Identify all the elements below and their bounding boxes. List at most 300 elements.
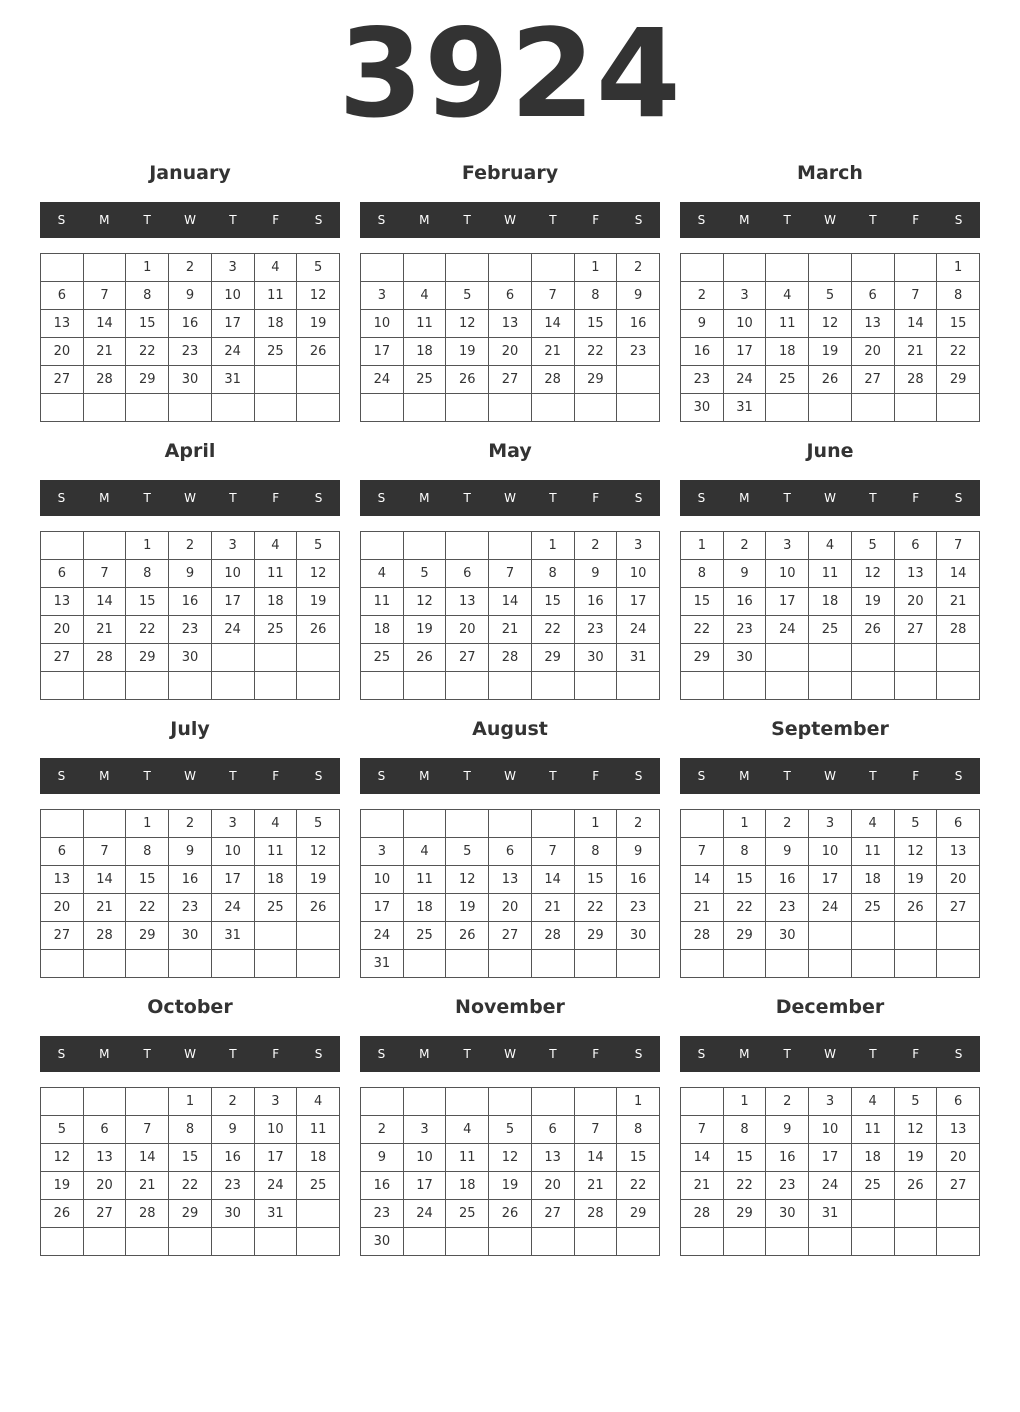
day-cell: 1	[723, 810, 766, 838]
day-cell: 13	[937, 1116, 980, 1144]
day-cell	[83, 810, 126, 838]
day-cell: 16	[574, 588, 617, 616]
day-cell: 6	[446, 560, 489, 588]
day-cell: 14	[83, 310, 126, 338]
week-row	[361, 588, 660, 616]
day-cell	[937, 394, 980, 422]
day-cell: 23	[169, 616, 212, 644]
day-cell: 8	[574, 838, 617, 866]
day-cell: 24	[254, 1172, 297, 1200]
day-cell: 22	[531, 616, 574, 644]
day-cell	[446, 672, 489, 700]
weekday-label: S	[377, 1047, 386, 1061]
month-name: September	[771, 718, 889, 740]
day-cell: 3	[211, 254, 254, 282]
day-cell: 11	[254, 282, 297, 310]
day-cell	[297, 1200, 340, 1228]
day-cell: 18	[361, 616, 404, 644]
day-cell	[297, 672, 340, 700]
day-cell: 25	[403, 366, 446, 394]
day-cell: 8	[126, 560, 169, 588]
week-row	[681, 810, 980, 838]
day-cell: 5	[489, 1116, 532, 1144]
week-row	[681, 310, 980, 338]
day-cell: 22	[126, 338, 169, 366]
day-cell: 24	[809, 1172, 852, 1200]
weekday-label: T	[143, 491, 151, 505]
day-cell: 23	[211, 1172, 254, 1200]
week-row	[361, 672, 660, 700]
day-cell: 21	[681, 894, 724, 922]
weekday-label: S	[697, 769, 706, 783]
day-cell: 18	[254, 588, 297, 616]
day-cell: 7	[681, 1116, 724, 1144]
day-cell: 23	[169, 338, 212, 366]
week-row	[681, 616, 980, 644]
day-cell: 9	[574, 560, 617, 588]
day-cell	[489, 394, 532, 422]
day-cell: 27	[489, 922, 532, 950]
day-cell: 30	[723, 644, 766, 672]
day-cell	[403, 810, 446, 838]
day-cell: 27	[41, 366, 84, 394]
day-cell: 29	[126, 366, 169, 394]
day-cell: 10	[766, 560, 809, 588]
day-cell: 13	[41, 310, 84, 338]
weekday-label: S	[314, 769, 323, 783]
day-cell: 9	[169, 282, 212, 310]
day-cell: 6	[937, 1088, 980, 1116]
day-cell: 9	[169, 838, 212, 866]
day-cell: 14	[489, 588, 532, 616]
day-cell	[851, 644, 894, 672]
month-name: July	[170, 718, 210, 740]
day-cell	[126, 950, 169, 978]
day-cell	[211, 672, 254, 700]
day-cell: 17	[766, 588, 809, 616]
day-cell: 17	[211, 310, 254, 338]
day-cell: 1	[681, 532, 724, 560]
day-cell: 26	[489, 1200, 532, 1228]
day-cell: 16	[211, 1144, 254, 1172]
day-cell: 30	[681, 394, 724, 422]
day-cell: 20	[41, 894, 84, 922]
week-row	[681, 1116, 980, 1144]
day-cell: 29	[169, 1200, 212, 1228]
day-cell: 18	[766, 338, 809, 366]
day-cell: 25	[766, 366, 809, 394]
day-cell	[446, 254, 489, 282]
day-cell	[766, 644, 809, 672]
day-cell	[809, 394, 852, 422]
day-cell: 13	[937, 838, 980, 866]
day-cell: 13	[531, 1144, 574, 1172]
week-row	[361, 644, 660, 672]
day-cell	[83, 532, 126, 560]
day-cell: 1	[723, 1088, 766, 1116]
weekday-header	[360, 758, 660, 794]
weekday-label: S	[314, 1047, 323, 1061]
day-cell: 15	[937, 310, 980, 338]
day-cell: 31	[211, 366, 254, 394]
day-cell	[894, 254, 937, 282]
week-row	[681, 1228, 980, 1256]
day-cell: 29	[574, 366, 617, 394]
weekday-label: F	[912, 769, 920, 783]
day-cell: 13	[894, 560, 937, 588]
day-cell: 9	[681, 310, 724, 338]
day-cell: 23	[617, 894, 660, 922]
weekday-label: S	[697, 213, 706, 227]
day-grid	[360, 809, 660, 978]
day-cell	[254, 950, 297, 978]
day-cell: 15	[531, 588, 574, 616]
day-cell: 16	[169, 866, 212, 894]
weekday-label: T	[549, 1047, 557, 1061]
day-cell: 12	[489, 1144, 532, 1172]
day-cell: 23	[617, 338, 660, 366]
weekday-header	[680, 202, 980, 238]
day-cell	[937, 950, 980, 978]
day-cell: 3	[211, 532, 254, 560]
day-cell	[937, 1200, 980, 1228]
weekday-label: T	[463, 769, 471, 783]
day-cell: 2	[169, 532, 212, 560]
weekday-label: T	[143, 213, 151, 227]
day-cell: 4	[297, 1088, 340, 1116]
day-cell: 30	[574, 644, 617, 672]
day-cell: 24	[809, 894, 852, 922]
day-cell	[937, 644, 980, 672]
week-row	[41, 532, 340, 560]
weekday-label: M	[739, 1047, 750, 1061]
day-cell: 22	[126, 616, 169, 644]
day-cell: 7	[574, 1116, 617, 1144]
week-row	[681, 1088, 980, 1116]
day-cell: 12	[403, 588, 446, 616]
day-cell: 20	[489, 894, 532, 922]
day-cell: 21	[681, 1172, 724, 1200]
week-row	[41, 894, 340, 922]
day-cell: 18	[254, 866, 297, 894]
day-cell: 9	[766, 838, 809, 866]
day-cell: 25	[851, 894, 894, 922]
day-cell: 28	[531, 366, 574, 394]
day-cell: 20	[446, 616, 489, 644]
weekday-label: F	[272, 769, 280, 783]
day-cell: 26	[894, 894, 937, 922]
day-cell	[531, 1228, 574, 1256]
day-cell	[617, 366, 660, 394]
day-cell: 16	[169, 588, 212, 616]
day-cell: 3	[254, 1088, 297, 1116]
day-cell: 27	[851, 366, 894, 394]
day-cell	[83, 672, 126, 700]
weekday-label: M	[419, 1047, 430, 1061]
day-cell	[809, 1228, 852, 1256]
day-cell: 4	[254, 254, 297, 282]
day-cell: 8	[723, 1116, 766, 1144]
day-cell: 7	[83, 838, 126, 866]
day-cell: 12	[41, 1144, 84, 1172]
day-cell: 26	[851, 616, 894, 644]
day-cell: 28	[681, 922, 724, 950]
day-cell	[446, 1228, 489, 1256]
day-cell: 25	[254, 616, 297, 644]
day-cell	[766, 950, 809, 978]
day-cell: 26	[297, 894, 340, 922]
weekday-label: T	[869, 1047, 877, 1061]
day-cell	[851, 1200, 894, 1228]
weekday-label: F	[592, 213, 600, 227]
day-cell	[169, 672, 212, 700]
day-cell: 19	[297, 866, 340, 894]
day-cell	[361, 254, 404, 282]
day-cell: 19	[403, 616, 446, 644]
week-row	[41, 1172, 340, 1200]
day-cell: 28	[126, 1200, 169, 1228]
day-cell: 18	[851, 1144, 894, 1172]
day-cell: 4	[851, 810, 894, 838]
day-cell: 20	[937, 1144, 980, 1172]
week-row	[361, 560, 660, 588]
day-cell	[254, 394, 297, 422]
day-cell	[403, 1228, 446, 1256]
day-cell: 12	[809, 310, 852, 338]
day-cell	[766, 1228, 809, 1256]
day-cell: 13	[41, 866, 84, 894]
day-cell	[297, 394, 340, 422]
day-grid	[360, 1087, 660, 1256]
day-cell	[489, 950, 532, 978]
day-cell: 29	[617, 1200, 660, 1228]
day-cell: 9	[617, 282, 660, 310]
day-cell: 29	[723, 1200, 766, 1228]
weekday-label: T	[463, 491, 471, 505]
day-grid	[360, 531, 660, 700]
day-cell: 6	[83, 1116, 126, 1144]
day-cell: 10	[361, 310, 404, 338]
day-cell	[403, 672, 446, 700]
day-cell: 22	[169, 1172, 212, 1200]
week-row	[41, 1200, 340, 1228]
day-cell: 4	[766, 282, 809, 310]
day-cell: 5	[894, 810, 937, 838]
day-cell: 14	[83, 866, 126, 894]
weekday-label: M	[419, 491, 430, 505]
day-cell: 11	[403, 310, 446, 338]
day-cell: 26	[41, 1200, 84, 1228]
day-cell	[126, 394, 169, 422]
day-cell: 1	[169, 1088, 212, 1116]
day-cell: 14	[126, 1144, 169, 1172]
week-row	[41, 1116, 340, 1144]
day-cell: 21	[83, 338, 126, 366]
day-cell: 28	[83, 922, 126, 950]
weekday-label: F	[592, 1047, 600, 1061]
day-cell: 10	[211, 282, 254, 310]
week-row	[681, 838, 980, 866]
day-cell	[297, 644, 340, 672]
weekday-label: S	[377, 213, 386, 227]
day-cell: 24	[361, 366, 404, 394]
day-cell	[254, 366, 297, 394]
day-cell: 21	[489, 616, 532, 644]
week-row	[681, 338, 980, 366]
week-row	[361, 1200, 660, 1228]
day-cell	[681, 810, 724, 838]
weekday-label: W	[504, 213, 516, 227]
day-cell: 13	[446, 588, 489, 616]
week-row	[41, 560, 340, 588]
week-row	[41, 310, 340, 338]
day-cell: 19	[297, 588, 340, 616]
day-cell: 8	[126, 838, 169, 866]
day-cell	[254, 644, 297, 672]
day-cell	[254, 922, 297, 950]
day-cell	[531, 672, 574, 700]
weekday-header	[680, 1036, 980, 1072]
day-cell: 26	[297, 616, 340, 644]
weekday-label: S	[57, 213, 66, 227]
day-cell: 29	[574, 922, 617, 950]
weekday-label: W	[184, 769, 196, 783]
day-cell: 24	[211, 894, 254, 922]
day-cell	[297, 1228, 340, 1256]
week-row	[41, 810, 340, 838]
day-cell: 11	[446, 1144, 489, 1172]
day-cell	[681, 672, 724, 700]
day-cell	[446, 394, 489, 422]
day-cell: 1	[531, 532, 574, 560]
day-cell	[617, 950, 660, 978]
weekday-label: T	[783, 213, 791, 227]
day-cell	[361, 532, 404, 560]
weekday-label: W	[504, 1047, 516, 1061]
day-cell: 24	[211, 338, 254, 366]
day-cell: 22	[126, 894, 169, 922]
weekday-label: S	[634, 769, 643, 783]
weekday-label: F	[912, 1047, 920, 1061]
day-grid	[680, 809, 980, 978]
day-cell	[297, 922, 340, 950]
day-cell: 19	[489, 1172, 532, 1200]
weekday-label: F	[272, 491, 280, 505]
day-grid	[40, 1087, 340, 1256]
week-row	[361, 894, 660, 922]
day-cell: 27	[446, 644, 489, 672]
day-cell: 1	[126, 810, 169, 838]
day-cell: 10	[809, 838, 852, 866]
week-row	[681, 560, 980, 588]
day-cell: 7	[126, 1116, 169, 1144]
week-row	[361, 1116, 660, 1144]
day-cell: 7	[83, 282, 126, 310]
day-cell	[489, 254, 532, 282]
day-cell: 4	[254, 532, 297, 560]
day-cell: 27	[937, 1172, 980, 1200]
day-cell: 25	[254, 338, 297, 366]
day-cell: 26	[297, 338, 340, 366]
day-cell: 3	[361, 838, 404, 866]
day-cell: 8	[531, 560, 574, 588]
day-cell: 1	[617, 1088, 660, 1116]
day-cell: 30	[617, 922, 660, 950]
day-cell: 17	[211, 866, 254, 894]
day-cell: 12	[894, 838, 937, 866]
day-cell: 17	[809, 1144, 852, 1172]
year-title: 3924	[338, 3, 682, 145]
day-cell	[723, 672, 766, 700]
day-cell: 31	[361, 950, 404, 978]
day-cell: 21	[83, 894, 126, 922]
weekday-header	[40, 758, 340, 794]
day-cell: 2	[766, 810, 809, 838]
day-cell: 8	[681, 560, 724, 588]
week-row	[41, 1144, 340, 1172]
day-cell: 28	[83, 366, 126, 394]
weekday-label: T	[869, 213, 877, 227]
day-cell: 15	[574, 310, 617, 338]
weekday-label: W	[504, 491, 516, 505]
week-row	[41, 838, 340, 866]
day-cell: 16	[766, 866, 809, 894]
day-cell	[489, 1088, 532, 1116]
day-cell: 22	[617, 1172, 660, 1200]
day-cell: 7	[531, 838, 574, 866]
weekday-header	[360, 480, 660, 516]
day-cell: 2	[574, 532, 617, 560]
day-cell: 29	[126, 644, 169, 672]
month-name: November	[455, 996, 565, 1018]
day-cell: 21	[937, 588, 980, 616]
day-cell	[894, 950, 937, 978]
day-cell: 20	[41, 338, 84, 366]
weekday-label: S	[377, 491, 386, 505]
day-cell: 30	[211, 1200, 254, 1228]
month-name: January	[149, 162, 231, 184]
day-cell: 6	[41, 838, 84, 866]
day-cell: 10	[361, 866, 404, 894]
day-cell: 8	[723, 838, 766, 866]
week-row	[41, 644, 340, 672]
week-row	[41, 282, 340, 310]
weekday-label: T	[869, 769, 877, 783]
day-cell	[361, 1088, 404, 1116]
day-cell: 8	[126, 282, 169, 310]
day-cell: 14	[83, 588, 126, 616]
day-cell: 5	[851, 532, 894, 560]
day-cell: 3	[723, 282, 766, 310]
day-cell: 29	[531, 644, 574, 672]
day-cell: 16	[617, 310, 660, 338]
weekday-label: F	[912, 213, 920, 227]
day-cell: 20	[531, 1172, 574, 1200]
week-row	[361, 338, 660, 366]
week-row	[681, 866, 980, 894]
day-cell: 16	[766, 1144, 809, 1172]
day-cell: 2	[169, 254, 212, 282]
day-cell: 21	[126, 1172, 169, 1200]
day-cell: 23	[766, 894, 809, 922]
day-cell: 20	[851, 338, 894, 366]
day-cell: 3	[361, 282, 404, 310]
weekday-label: S	[57, 1047, 66, 1061]
day-cell	[851, 922, 894, 950]
week-row	[41, 672, 340, 700]
day-cell: 17	[809, 866, 852, 894]
day-cell: 23	[169, 894, 212, 922]
